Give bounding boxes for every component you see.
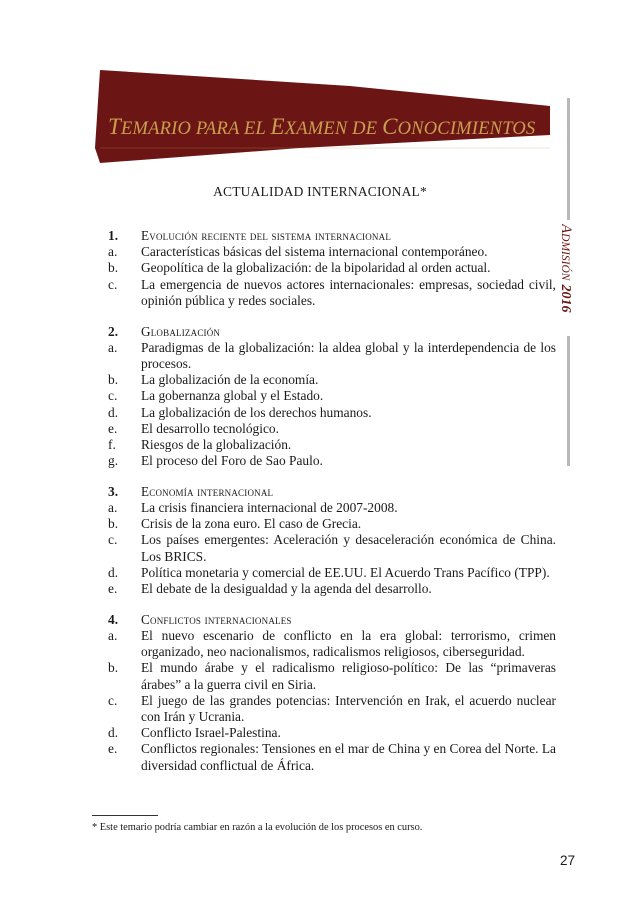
list-item: e. Conflictos regionales: Tensiones en el mar de China y en Corea del Norte. La diversidad conflictual de África. [108, 741, 556, 773]
section-heading: 3. Economía internacional [108, 483, 274, 499]
list-item: a. El nuevo escenario de conflicto en la era global: terrorismo, crimen organizado, neo nacionalismos, radicalismos religiosos, ciberseguridad. [108, 627, 556, 660]
list-item: c. La emergencia de nuevos actores internacionales: empresas, sociedad civil, opinión pública y redes sociales. [108, 276, 556, 308]
side-label [556, 224, 578, 332]
list-item: c. La gobernanza global y el Estado. [108, 388, 324, 404]
syllabus [108, 228, 556, 788]
list-item: a. Características básicas del sistema internacional contemporáneo. [108, 244, 488, 260]
side-rule-bottom [567, 336, 570, 466]
page-heading: ACTUALIDAD INTERNACIONAL* [213, 184, 427, 199]
svg-text:ADMISIÓN2016 [558, 224, 574, 312]
footnote: * Este temario podría cambiar en razón a la evolución de los procesos en curso. [92, 822, 423, 833]
section-4 [108, 612, 556, 774]
page-number: 27 [560, 853, 576, 868]
list-item: e. El desarrollo tecnológico. [108, 420, 279, 436]
list-item: c. El juego de las grandes potencias: Intervención en Irak, el acuerdo nuclear con Irán y Ucrania. [108, 692, 556, 724]
side-label-rest: DMISIÓN [559, 233, 571, 281]
section-heading: 1. Evolución reciente del sistema internacional [108, 228, 392, 243]
list-item: e. El debate de la desigualdad y la agenda del desarrollo. [108, 581, 432, 597]
section-heading: 2. Globalización [108, 323, 221, 339]
list-item: a. Paradigmas de la globalización: la aldea global y la interdependencia de los procesos. [108, 339, 556, 371]
section-2 [108, 324, 556, 470]
section-heading: 4. Conflictos internacionales [108, 611, 292, 627]
list-item: d. La globalización de los derechos humanos. [108, 404, 372, 420]
list-item: b. Geopolítica de la globalización: de la bipolaridad al orden actual. [108, 260, 491, 276]
list-item: g. El proceso del Foro de Sao Paulo. [108, 453, 323, 469]
list-item: d. Conflicto Israel-Palestina. [108, 725, 281, 741]
section-3 [108, 484, 556, 597]
footnote-rule [92, 815, 158, 816]
section-1 [108, 228, 556, 309]
list-item: b. La globalización de la economía. [108, 372, 319, 388]
list-item: f. Riesgos de la globalización. [108, 436, 292, 452]
side-label-year: 2016 [558, 284, 573, 313]
list-item: b. Crisis de la zona euro. El caso de Grecia. [108, 516, 362, 532]
side-label-initial: A [558, 224, 574, 234]
banner [0, 0, 638, 170]
list-item: c. Los países emergentes: Aceleración y desaceleración económica de China. Los BRICS. [108, 532, 556, 564]
side-rule-top [567, 98, 570, 220]
banner-title: TEMARIO PARA EL EXAMEN DE CONOCIMIENTOS [108, 114, 536, 139]
list-item: d. Política monetaria y comercial de EE.UU. El Acuerdo Trans Pacífico (TPP). [108, 564, 550, 580]
list-item: a. La crisis financiera internacional de 2007-2008. [108, 500, 398, 516]
list-item: b. El mundo árabe y el radicalismo religioso-político: De las “primaveras árabes” a la guerra civil en Siria. [108, 660, 556, 692]
